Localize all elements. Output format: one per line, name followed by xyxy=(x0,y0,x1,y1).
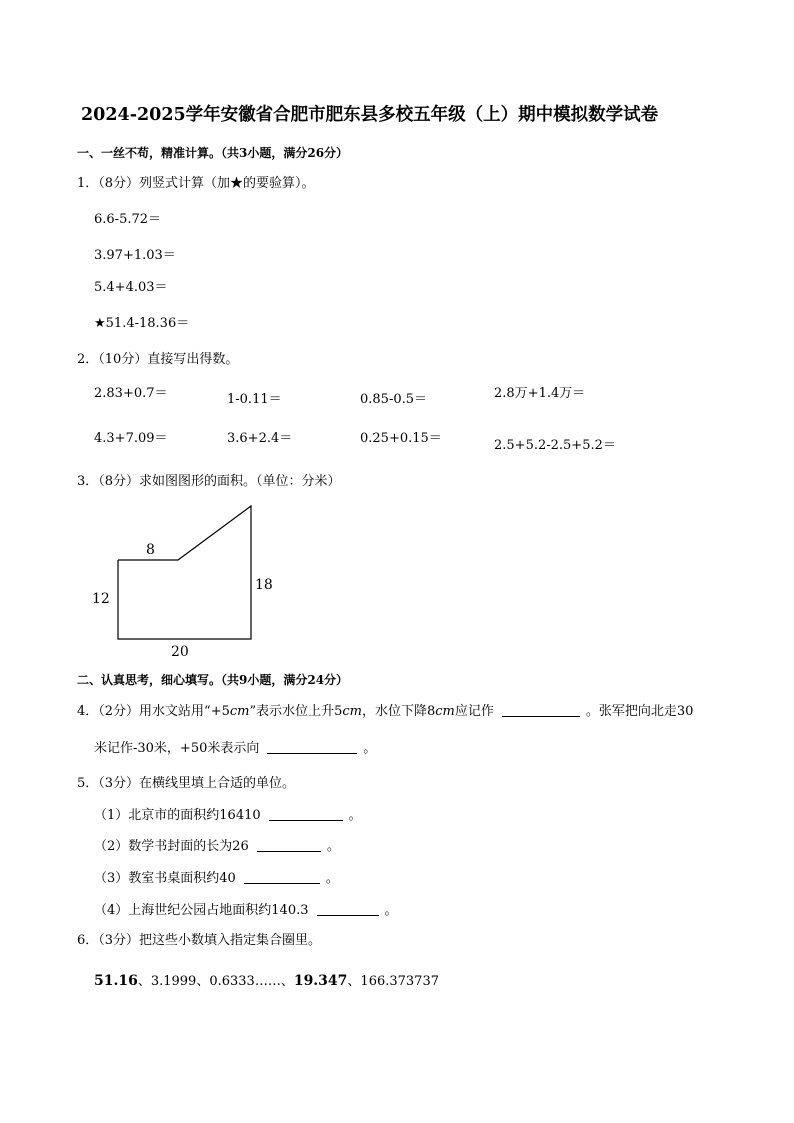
question-4-line-2 xyxy=(94,741,376,757)
q5-item-1-end: 。 xyxy=(348,808,362,823)
q2-row1-item-4: 2.8万+1.4万＝ xyxy=(494,386,586,401)
question-4-line-1 xyxy=(77,704,693,720)
q5-item-4 xyxy=(94,903,398,919)
q5-item-1 xyxy=(94,808,362,824)
question-5-label: 5．（3分）在横线里填上合适的单位。 xyxy=(77,776,296,791)
q4-text-a: 4．（2分）用水文站用“+5 xyxy=(77,704,230,719)
q5-item-3 xyxy=(94,871,339,887)
q6-repeating-decimal-1: 51.16 xyxy=(94,973,138,989)
figure-label-bottom: 20 xyxy=(171,644,189,660)
q4-blank-1[interactable] xyxy=(502,704,580,717)
q4-unit-1: cm xyxy=(229,704,250,719)
q6-separator-2: 、166.373737 xyxy=(347,974,439,989)
question-1-label: 1．（8分）列竖式计算（加★的要验算）。 xyxy=(77,176,315,191)
question-3-label: 3．（8分）求如图图形的面积。（单位：分米） xyxy=(77,474,341,489)
q5-blank-2[interactable] xyxy=(257,839,321,852)
figure-label-top: 8 xyxy=(146,542,155,558)
q6-numbers xyxy=(94,973,439,990)
q2-row1-item-3: 0.85-0.5＝ xyxy=(360,392,428,407)
q4-blank-2[interactable] xyxy=(267,741,357,754)
q4-text-e: 。张军把向北走30 xyxy=(585,704,694,719)
q5-item-3-text: （3）教室书桌面积约40 xyxy=(94,871,236,886)
q5-blank-1[interactable] xyxy=(269,808,343,821)
q5-item-2-end: 。 xyxy=(326,839,340,854)
area-figure xyxy=(88,500,288,665)
section-1-heading: 一、一丝不苟，精准计算。（共3小题，满分26分） xyxy=(77,146,349,160)
q4-text-c: ，水位下降8 xyxy=(362,704,436,719)
q4-text-g: 。 xyxy=(363,741,377,756)
figure-label-right: 18 xyxy=(255,577,273,593)
q5-item-4-end: 。 xyxy=(384,903,398,918)
q2-row2-item-2: 3.6+2.4＝ xyxy=(227,431,293,446)
figure-label-left: 12 xyxy=(92,591,110,607)
q1-item-4: ★51.4-18.36＝ xyxy=(94,316,190,331)
q5-blank-3[interactable] xyxy=(244,871,320,884)
q2-row2-item-3: 0.25+0.15＝ xyxy=(360,431,442,446)
q1-item-3: 5.4+4.03＝ xyxy=(94,280,168,295)
area-figure-shape xyxy=(88,500,288,665)
question-2-label: 2．（10分）直接写出得数。 xyxy=(77,352,239,367)
q4-unit-2: cm xyxy=(342,704,362,719)
q1-item-1: 6.6-5.72＝ xyxy=(94,212,162,227)
q5-item-1-text: （1）北京市的面积约16410 xyxy=(94,808,261,823)
q4-text-b: ”表示水位上升5 xyxy=(249,704,343,719)
q5-item-4-text: （4）上海世纪公园占地面积约140.3 xyxy=(94,903,309,918)
q4-unit-3: cm xyxy=(435,704,455,719)
q5-item-2-text: （2）数学书封面的长为26 xyxy=(94,839,249,854)
question-6-label: 6．（3分）把这些小数填入指定集合圈里。 xyxy=(77,933,322,948)
section-2-heading: 二、认真思考，细心填写。（共9小题，满分24分） xyxy=(77,673,349,687)
q2-row1-item-2: 1-0.11＝ xyxy=(227,392,282,407)
q2-row2-item-4: 2.5+5.2-2.5+5.2＝ xyxy=(494,438,616,453)
q4-text-f: 米记作-30米，+50米表示向 xyxy=(94,741,260,756)
q1-item-2: 3.97+1.03＝ xyxy=(94,248,176,263)
q5-item-2 xyxy=(94,839,340,855)
exam-title: 2024-2025学年安徽省合肥市肥东县多校五年级（上）期中模拟数学试卷 xyxy=(81,105,659,125)
q5-item-3-end: 。 xyxy=(325,871,339,886)
q5-blank-4[interactable] xyxy=(317,903,379,916)
q2-row2-item-1: 4.3+7.09＝ xyxy=(94,431,168,446)
q6-separator-1: 、3.1999、0.6333……、 xyxy=(137,974,294,989)
q6-repeating-decimal-2: 19.347 xyxy=(293,973,348,989)
q2-row1-item-1: 2.83+0.7＝ xyxy=(94,386,168,401)
q4-text-d: 应记作 xyxy=(454,704,494,719)
